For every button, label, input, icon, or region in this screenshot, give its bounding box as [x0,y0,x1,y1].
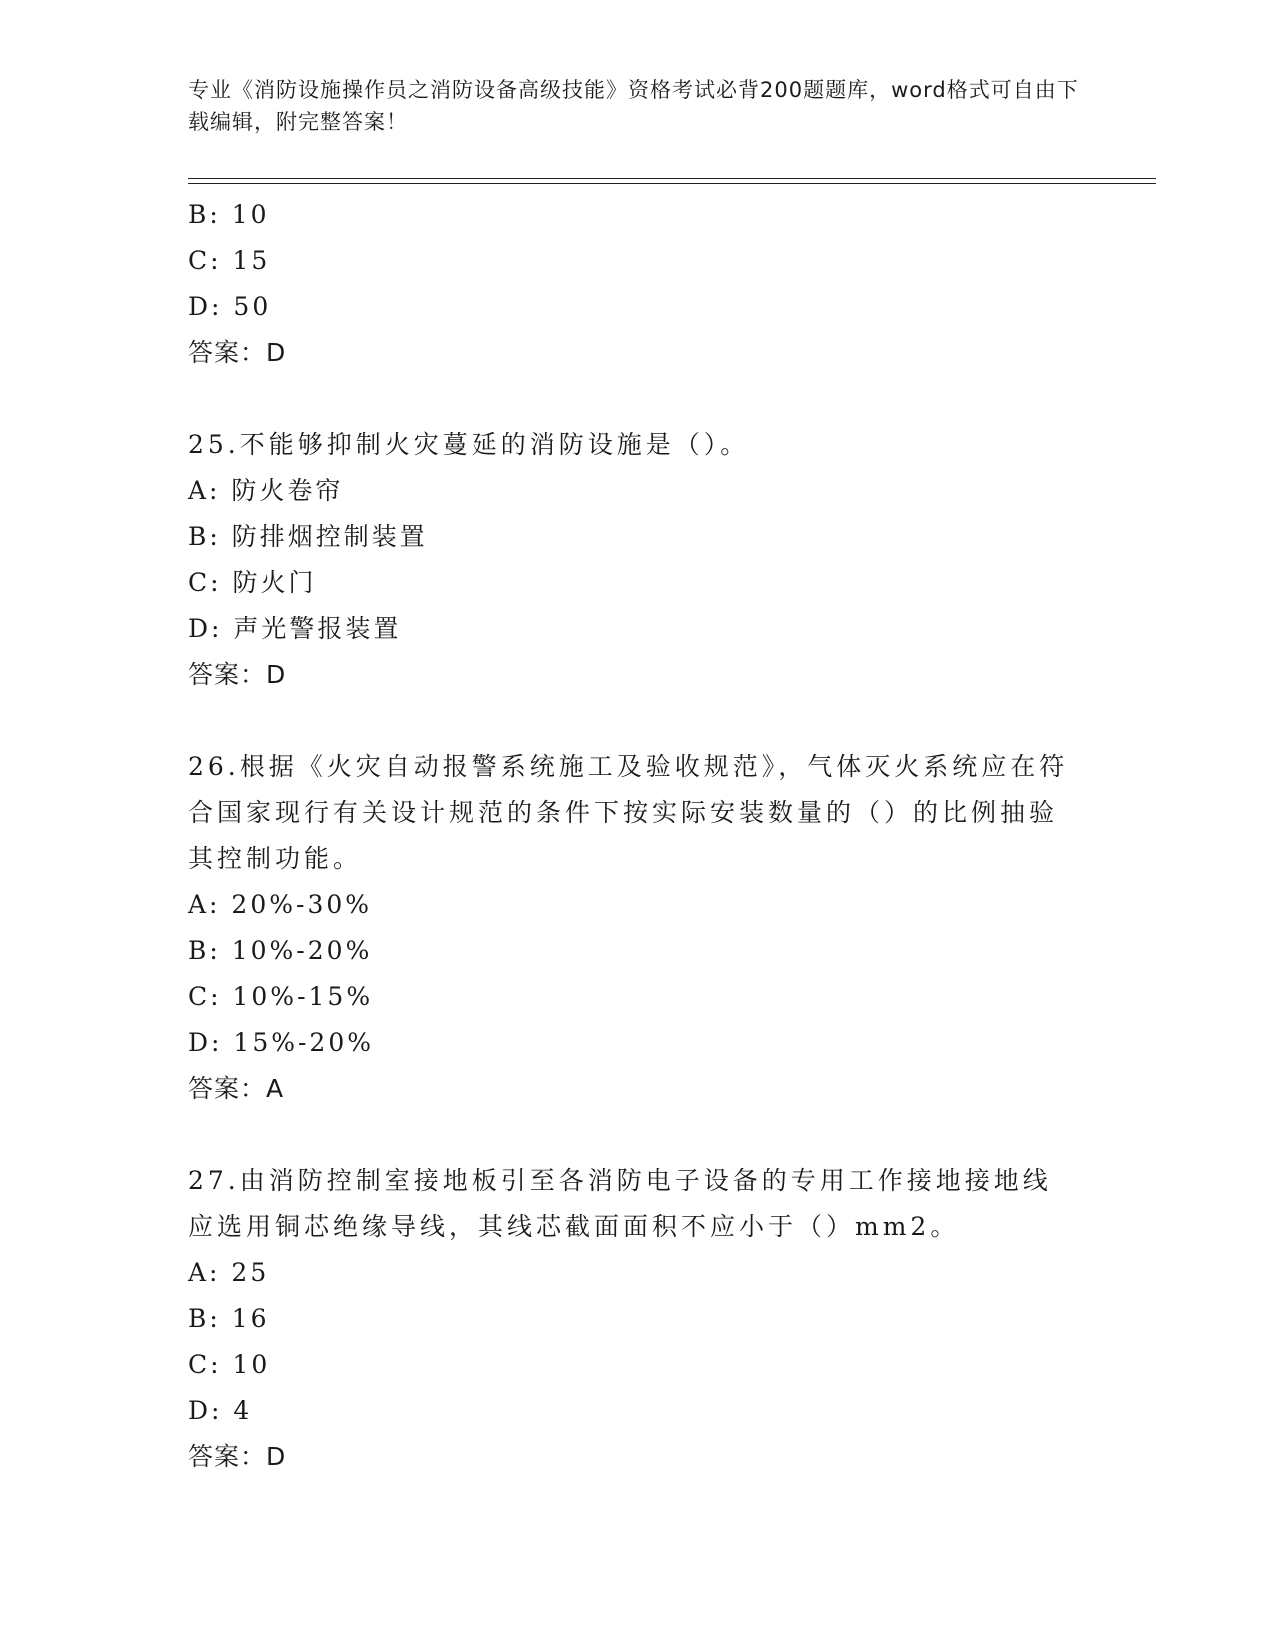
option-a: A: 20%-30% [188,890,373,919]
answer: 答案：D [188,338,287,367]
answer: 答案：D [188,660,287,689]
answer: 答案：A [188,1074,285,1103]
option-a: A: 防火卷帘 [188,476,344,505]
option-b: B: 10%-20% [188,936,373,965]
question-list [188,192,1078,1480]
option-b: B: 16 [188,1304,270,1333]
document-header: 专业《消防设施操作员之消防设备高级技能》资格考试必背200题题库，word格式可自由下载编辑，附完整答案！ [188,78,1079,134]
question-text: 26.根据《火灾自动报警系统施工及验收规范》，气体灭火系统应在符合国家现行有关设计规范的条件下按实际安装数量的（）的比例抽验其控制功能。 [188,752,1069,873]
option-d: D: 4 [188,1396,253,1425]
question-text: 27.由消防控制室接地板引至各消防电子设备的专用工作接地接地线应选用铜芯绝缘导线，其线芯截面面积不应小于（）mm2。 [188,1166,1052,1241]
option-d: D: 声光警报装置 [188,614,402,643]
option-d: D: 15%-20% [188,1028,374,1057]
option-c: C: 10 [188,1350,271,1379]
option-d: D: 50 [188,292,272,321]
option-c: C: 防火门 [188,568,317,597]
option-a: A: 25 [188,1258,270,1287]
question-text: 25.不能够抑制火灾蔓延的消防设施是（）。 [188,430,750,459]
option-c: C: 15 [188,246,271,275]
header-divider-top [188,178,1156,179]
option-c: C: 10%-15% [188,982,374,1011]
question-27 [188,1158,1078,1480]
answer: 答案：D [188,1442,287,1471]
question-24-continued [188,192,1078,376]
option-b: B: 防排烟控制装置 [188,522,428,551]
header-divider-bottom [188,183,1156,184]
option-b: B: 10 [188,200,270,229]
question-25 [188,422,1078,698]
question-26 [188,744,1078,1112]
